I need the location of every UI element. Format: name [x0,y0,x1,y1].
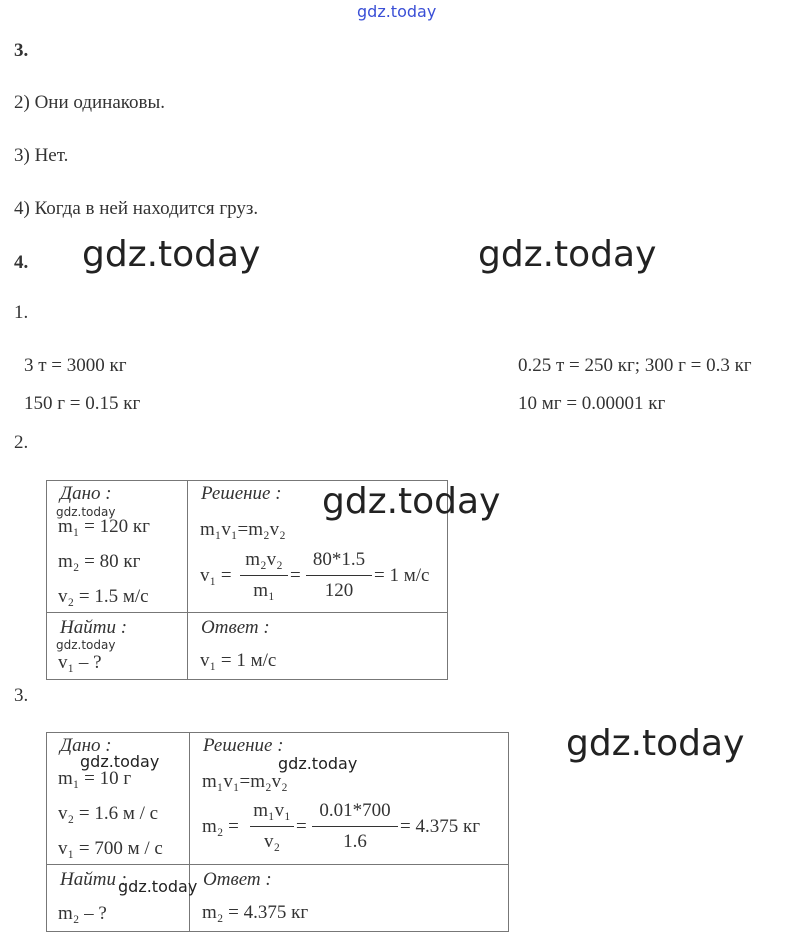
solution-label: Решение : [201,483,282,504]
fraction-denominator: m₁ [253,580,275,601]
fraction-denominator: 120 [324,580,354,601]
fraction-denominator: 1.6 [343,831,367,852]
watermark: gdz.today [478,234,657,275]
fraction-numerator: 0.01*700 [319,800,391,821]
fraction-denominator: v₂ [263,831,281,852]
fraction-numerator: m₂v₂ [245,549,283,570]
given-label: Дано : [60,735,112,756]
fraction-numerator: m₁v₁ [253,800,291,821]
task4-sub2-label: 2. [14,432,29,453]
task3-answer-4: 4) Когда в ней находится груз. [14,198,259,219]
conversion-left-1: 3 т = 3000 кг [24,355,127,376]
task4-number: 4. [14,252,29,273]
find-label: Найти : [60,869,128,890]
find-v1: v₁ – ? [58,652,102,673]
fraction-numerator: 80*1.5 [312,549,366,570]
task3-number: 3. [14,40,29,61]
watermark: gdz.today [322,481,501,522]
watermark: gdz.today [118,877,198,896]
watermark: gdz.today [278,754,358,773]
formula-result: = 4.375 кг [400,816,480,837]
watermark: gdz.today [56,638,116,652]
conversion-right-2: 10 мг = 0.00001 кг [518,393,666,414]
solution-label: Решение : [203,735,284,756]
momentum-equation: m₁v₁=m₂v₂ [200,519,286,540]
formula-lhs: v₁ = [200,565,232,586]
answer-label: Ответ : [203,869,272,890]
given-m2: m₂ = 80 кг [58,551,141,572]
conversion-left-2: 150 г = 0.15 кг [24,393,141,414]
task4-sub1-label: 1. [14,302,29,323]
given-v2: v₂ = 1.6 м / с [58,803,159,824]
task3-answer-3: 3) Нет. [14,145,69,166]
given-m1: m₁ = 10 г [58,768,132,789]
watermark: gdz.today [80,752,160,771]
watermark: gdz.today [82,234,261,275]
find-label: Найти : [60,617,128,638]
given-label: Дано : [60,483,112,504]
given-m1: m₁ = 120 кг [58,516,150,537]
task3-answer-2: 2) Они одинаковы. [14,92,166,113]
answer-value: m₂ = 4.375 кг [202,902,309,923]
momentum-equation: m₁v₁=m₂v₂ [202,771,288,792]
answer-label: Ответ : [201,617,270,638]
formula-result: = 1 м/с [374,565,430,586]
task4-sub3-label: 3. [14,685,29,706]
given-v1: v₁ = 700 м / с [58,838,163,859]
watermark-top: gdz.today [357,2,437,21]
find-m2: m₂ – ? [58,903,107,924]
conversion-right-1: 0.25 т = 250 кг; 300 г = 0.3 кг [518,355,752,376]
watermark: gdz.today [56,505,116,519]
given-v2: v₂ = 1.5 м/с [58,586,149,607]
formula-lhs: m₂ = [202,816,239,837]
answer-value: v₁ = 1 м/с [200,650,277,671]
watermark: gdz.today [566,723,745,764]
